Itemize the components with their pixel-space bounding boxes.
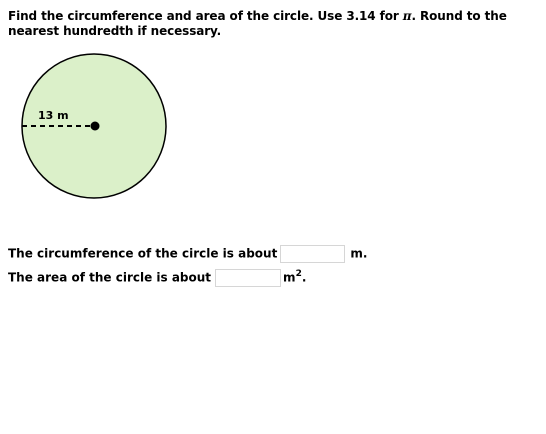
area-unit-suffix: . bbox=[301, 270, 307, 285]
center-point bbox=[91, 122, 100, 131]
area-unit-exponent: 2 bbox=[295, 269, 302, 280]
instructions-text-start: Find the circumference and area of the circle. Use 3.14 for bbox=[8, 9, 403, 23]
circumference-question-text: The circumference of the circle is about bbox=[8, 246, 278, 261]
area-unit bbox=[283, 270, 306, 284]
area-unit-base: m bbox=[283, 270, 296, 285]
radius-label: 13 m bbox=[38, 109, 69, 122]
area-answer-input[interactable] bbox=[215, 269, 281, 287]
pi-symbol: π bbox=[402, 9, 412, 23]
area-question-text: The area of the circle is about bbox=[8, 270, 212, 285]
instructions-text-end: . Round to the nearest hundredth if necessary. bbox=[8, 9, 507, 38]
circumference-unit: m. bbox=[350, 246, 368, 261]
circumference-answer-input[interactable] bbox=[280, 245, 345, 263]
area-question bbox=[8, 267, 306, 288]
circumference-question bbox=[8, 243, 367, 264]
